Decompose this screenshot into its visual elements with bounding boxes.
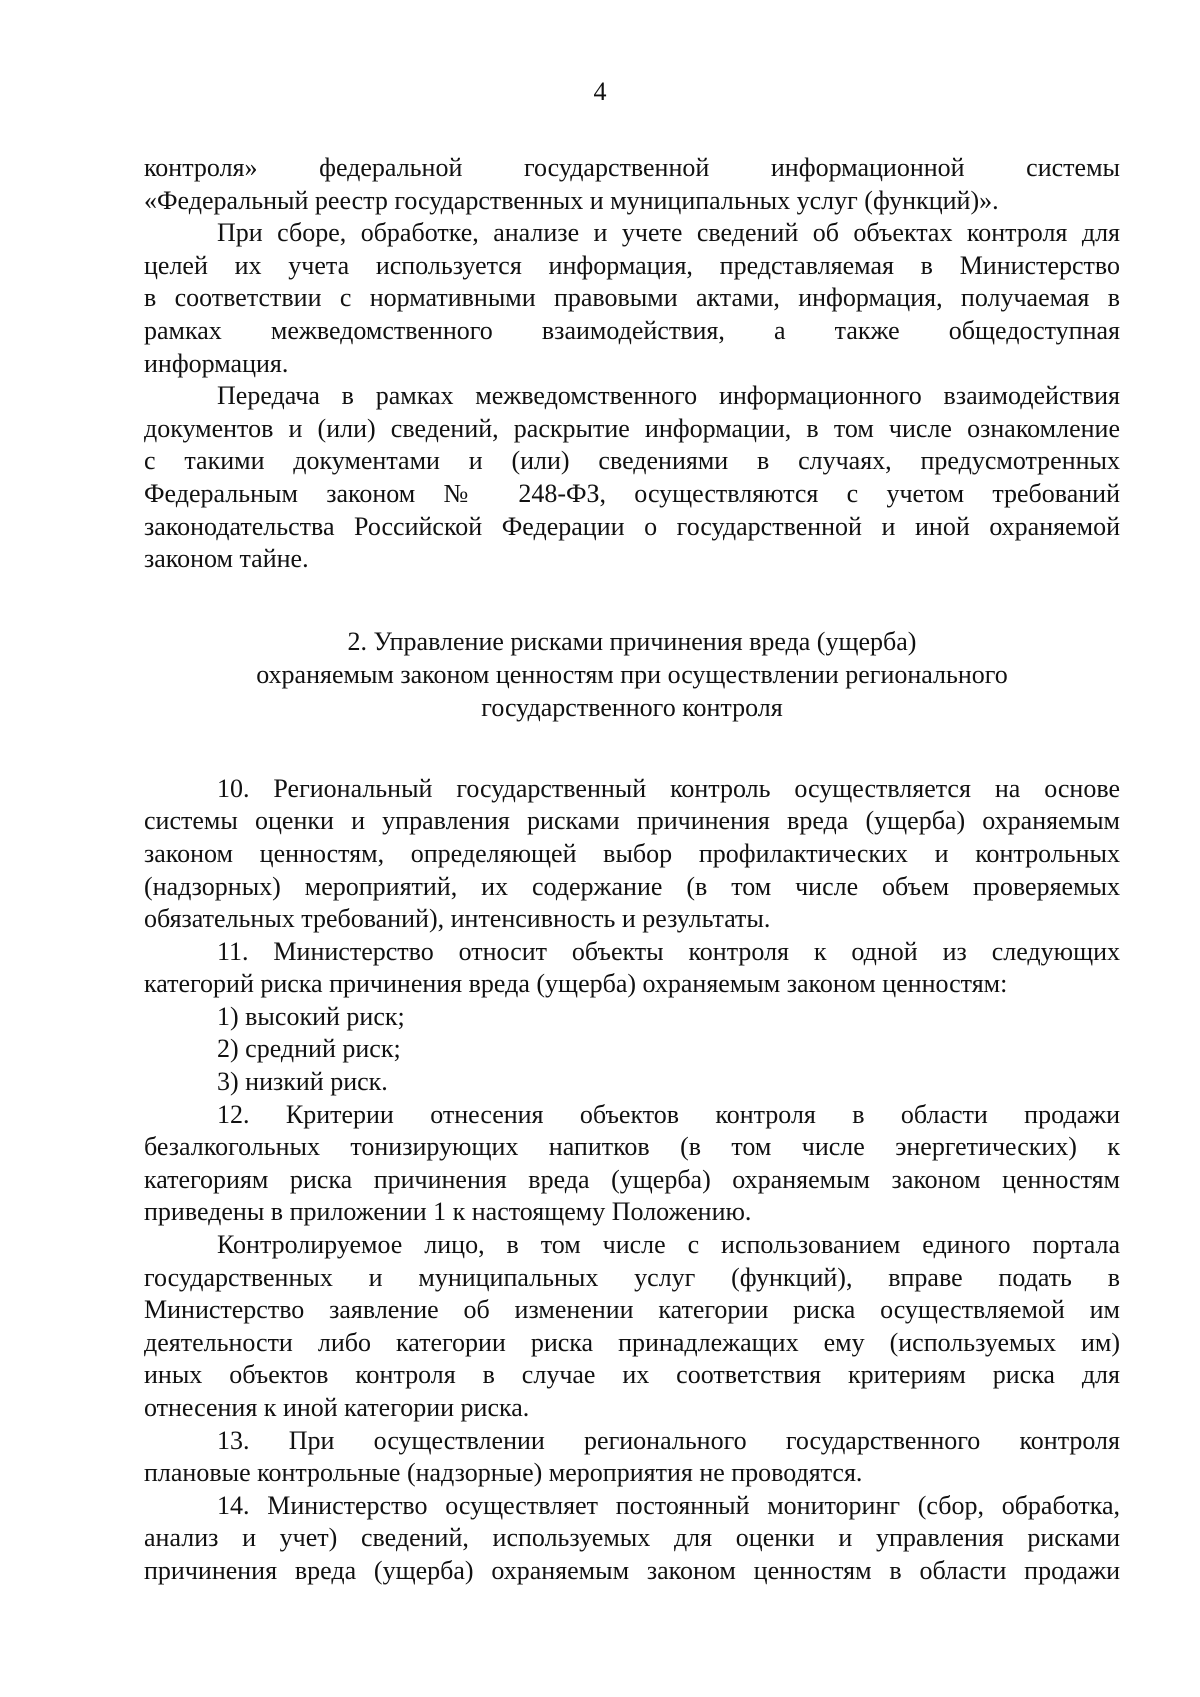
text-line: государственных и муниципальных услуг (функций), вправе подать в [144,1262,1120,1292]
text-line: категориям риска причинения вреда (ущерба) охраняемым законом ценностям [144,1164,1120,1194]
text-line: законодательства Российской Федерации о государственной и иной охраняемой [144,511,1120,541]
text-line: в соответствии с нормативными правовыми актами, информация, получаемая в [144,283,1120,313]
text-line: отнесения к иной категории риска. [144,1393,530,1422]
text-line: 10. Региональный государственный контроль осуществляется на основе [217,773,1120,803]
paragraph-information-transfer [144,380,1120,576]
text-line: документов и (или) сведений, раскрытие информации, в том числе ознакомление [144,413,1120,443]
page-number: 4 [593,77,607,106]
text-line: 14. Министерство осуществляет постоянный мониторинг (сбор, обработка, [217,1490,1120,1520]
paragraph-10 [144,773,1120,936]
text-line: системы оценки и управления рисками причинения вреда (ущерба) охраняемым [144,806,1120,836]
heading-line: государственного контроля [481,692,783,722]
text-line: категорий риска причинения вреда (ущерба) охраняемым законом ценностям: [144,969,1008,999]
text-line: контроля» федеральной государственной информационной системы [144,153,1120,182]
paragraph-11 [144,936,1120,1001]
text-line: обязательных требований), интенсивность и результаты. [144,904,771,934]
text-line: Министерство заявление об изменении категории риска осуществляемой им [144,1295,1120,1325]
paragraph-data-sources [144,217,1120,380]
text-line: анализ и учет) сведений, используемых для оценки и управления рисками [144,1523,1120,1553]
text-line: При сборе, обработке, анализе и учете сведений об объектах контроля для [217,218,1120,248]
paragraph-12 [144,1099,1120,1229]
text-line: целей их учета используется информация, представляемая в Министерство [144,250,1120,280]
text-line: приведены в приложении 1 к настоящему Положению. [144,1197,752,1227]
section-heading [144,625,1120,724]
paragraph-14 [144,1490,1120,1588]
heading-line: 2. Управление рисками причинения вреда (ущерба) [347,626,917,656]
text-line: плановые контрольные (надзорные) мероприятия не проводятся. [144,1458,863,1488]
paragraph-controlled-person [144,1229,1120,1425]
paragraph-continuation [144,152,1120,217]
text-line: 11. Министерство относит объекты контроля к одной из следующих [217,936,1120,966]
text-line: Передача в рамках межведомственного информационного взаимодействия [217,381,1120,411]
text-line: иных объектов контроля в случае их соответствия критериям риска для [144,1360,1120,1390]
risk-category-high: 1) высокий риск; [217,1001,405,1031]
text-line: (надзорных) мероприятий, их содержание (в том числе объем проверяемых [144,871,1120,901]
text-line: Контролируемое лицо, в том числе с использованием единого портала [217,1230,1120,1260]
text-line: 13. При осуществлении регионального государственного контроля [217,1425,1120,1455]
text-line: информация. [144,348,289,378]
document-body [144,152,1120,1588]
text-line: законом тайне. [144,544,309,574]
text-line: законом ценностям, определяющей выбор профилактических и контрольных [144,838,1120,868]
risk-category-low: 3) низкий риск. [217,1067,388,1097]
heading-line: охраняемым законом ценностям при осуществлении регионального [256,659,1008,689]
text-line: причинения вреда (ущерба) охраняемым законом ценностям в области продажи [144,1555,1120,1585]
risk-category-medium: 2) средний риск; [217,1034,401,1064]
text-line: «Федеральный реестр государственных и муниципальных услуг (функций)». [144,185,999,215]
text-line: рамках межведомственного взаимодействия, а также общедоступная [144,315,1120,345]
text-line: 12. Критерии отнесения объектов контроля в области продажи [217,1099,1120,1129]
text-line: с такими документами и (или) сведениями в случаях, предусмотренных [144,446,1120,476]
paragraph-13 [144,1425,1120,1490]
text-line: деятельности либо категории риска принадлежащих ему (используемых им) [144,1327,1120,1357]
text-line: Федеральным законом № 248-ФЗ, осуществляются с учетом требований [144,478,1120,508]
text-line: безалкогольных тонизирующих напитков (в том числе энергетических) к [144,1132,1120,1162]
